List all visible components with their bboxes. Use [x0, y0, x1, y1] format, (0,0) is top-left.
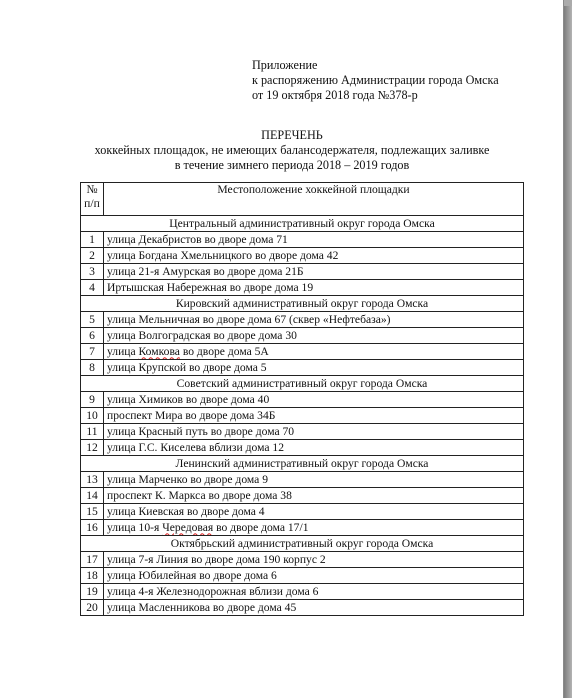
spellcheck-marked-word: Комкова: [138, 344, 180, 358]
column-header-number-line1: №: [86, 183, 98, 196]
rink-address: Иртышская Набережная во дворе дома 19: [104, 280, 524, 296]
table-row: [81, 488, 524, 504]
column-header-location: Местоположение хоккейной площадки: [104, 183, 524, 216]
rink-address: улица Марченко во дворе дома 9: [104, 472, 524, 488]
table-row: [81, 472, 524, 488]
rink-address: улица 21-я Амурская во дворе дома 21Б: [104, 264, 524, 280]
district-row: [81, 296, 524, 312]
row-number: 11: [81, 424, 104, 440]
row-number: 15: [81, 504, 104, 520]
rink-address: улица Масленникова во дворе дома 45: [104, 600, 524, 616]
column-header-number-line2: п/п: [84, 197, 100, 210]
row-number: 6: [81, 328, 104, 344]
table-row: [81, 232, 524, 248]
rink-address: улица Юбилейная во дворе дома 6: [104, 568, 524, 584]
table-row: [81, 344, 524, 360]
table-header-row: [81, 183, 524, 216]
row-number: 14: [81, 488, 104, 504]
rink-address: улица 7-я Линия во дворе дома 190 корпус 2: [104, 552, 524, 568]
heading-subtitle: хоккейных площадок, не имеющих балансодержателя, подлежащих заливке: [94, 143, 490, 157]
table-row: [81, 424, 524, 440]
row-number: 10: [81, 408, 104, 424]
heading-period: в течение зимнего периода 2018 – 2019 годов: [174, 158, 410, 172]
row-number: 5: [81, 312, 104, 328]
table-row: [81, 600, 524, 616]
row-number: 1: [81, 232, 104, 248]
district-row: [81, 536, 524, 552]
rink-address: улица 4-я Железнодорожная вблизи дома 6: [104, 584, 524, 600]
table-row: [81, 504, 524, 520]
appendix-order-date: от 19 октября 2018 года №378-р: [252, 88, 418, 102]
rink-address: улица Декабристов во дворе дома 71: [104, 232, 524, 248]
table-row: [81, 360, 524, 376]
table-row: [81, 280, 524, 296]
district-row: [81, 456, 524, 472]
row-number: 18: [81, 568, 104, 584]
table-row: [81, 552, 524, 568]
rink-address: проспект К. Маркса во дворе дома 38: [104, 488, 524, 504]
table-row: [81, 408, 524, 424]
rink-address: проспект Мира во дворе дома 34Б: [104, 408, 524, 424]
rink-address: улица Г.С. Киселева вблизи дома 12: [104, 440, 524, 456]
table-row: [81, 264, 524, 280]
document-heading: [40, 128, 544, 173]
appendix-block: [252, 58, 499, 103]
table-row: [81, 440, 524, 456]
row-number: 3: [81, 264, 104, 280]
rink-list-table: [80, 182, 524, 616]
row-number: 9: [81, 392, 104, 408]
row-number: 4: [81, 280, 104, 296]
row-number: 8: [81, 360, 104, 376]
row-number: 20: [81, 600, 104, 616]
row-number: 16: [81, 520, 104, 536]
table-row: [81, 248, 524, 264]
rink-address: улица Волгоградская во дворе дома 30: [104, 328, 524, 344]
table-row: [81, 520, 524, 536]
row-number: 19: [81, 584, 104, 600]
row-number: 17: [81, 552, 104, 568]
row-number: 7: [81, 344, 104, 360]
row-number: 12: [81, 440, 104, 456]
rink-address: улица Богдана Хмельницкого во дворе дома 42: [104, 248, 524, 264]
rink-address: улица Красный путь во дворе дома 70: [104, 424, 524, 440]
district-name: Кировский административный округ города Омска: [81, 296, 524, 312]
district-name: Центральный административный округ города Омска: [81, 216, 524, 232]
rink-address: улица Комкова во дворе дома 5А: [104, 344, 524, 360]
district-name: Октябрьский административный округ города Омска: [81, 536, 524, 552]
rink-address: улица Химиков во дворе дома 40: [104, 392, 524, 408]
rink-address: улица 10-я Чередовая во дворе дома 17/1: [104, 520, 524, 536]
district-row: [81, 216, 524, 232]
appendix-order-reference: к распоряжению Администрации города Омска: [252, 73, 499, 87]
table-row: [81, 312, 524, 328]
row-number: 13: [81, 472, 104, 488]
row-number: 2: [81, 248, 104, 264]
district-name: Советский административный округ города Омска: [81, 376, 524, 392]
rink-address: улица Мельничная во дворе дома 67 (сквер «Нефтебаза»): [104, 312, 524, 328]
heading-title: ПЕРЕЧЕНЬ: [261, 128, 323, 142]
table-row: [81, 584, 524, 600]
rink-address: улица Киевская во дворе дома 4: [104, 504, 524, 520]
spellcheck-marked-word: Чередовая: [162, 520, 214, 534]
table-row: [81, 392, 524, 408]
rink-address: улица Крупской во дворе дома 5: [104, 360, 524, 376]
district-name: Ленинский административный округ города Омска: [81, 456, 524, 472]
district-row: [81, 376, 524, 392]
appendix-title: Приложение: [252, 58, 318, 72]
table-row: [81, 568, 524, 584]
column-header-number: [81, 183, 104, 216]
table-row: [81, 328, 524, 344]
page-shadow: [564, 6, 572, 698]
